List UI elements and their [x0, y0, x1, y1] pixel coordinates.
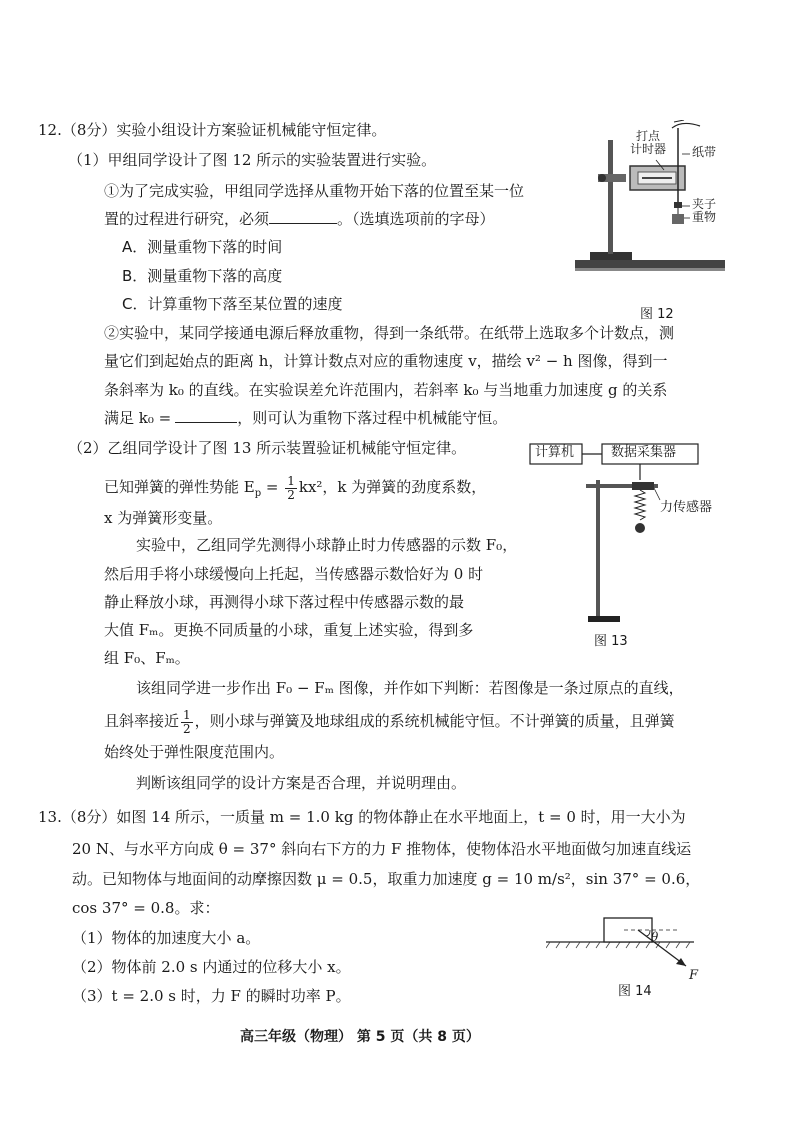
q12-question: 判断该组同学的设计方案是否合理，并说明理由。 — [136, 774, 467, 792]
fraction-half — [285, 475, 297, 502]
q13-line-2: 20 N、与水平方向成 θ = 37° 斜向右下方的力 F 推物体，使物体沿水平地面做匀加速直线运 — [72, 840, 692, 858]
q12-p2-line4 — [104, 408, 507, 428]
fig13-collector-label: 数据采集器 — [611, 445, 677, 460]
ep-eq: = — [261, 478, 284, 496]
force-sensor — [632, 482, 654, 490]
judge-line-2b: ，则小球与弹簧及地球组成的系统机械能守恒。不计弹簧的质量，且弹簧 — [194, 712, 675, 730]
force-line — [638, 930, 686, 966]
ep-formula-line — [104, 474, 486, 507]
stand-13-rod — [596, 480, 600, 618]
fig14-caption: 图 14 — [618, 984, 652, 999]
figure-14-diagram — [546, 912, 736, 976]
ep-text-b: kx²，k 为弹簧的劲度系数， — [298, 478, 487, 496]
fig14-force: F — [689, 968, 699, 983]
q13-sub-1: （1）物体的加速度大小 a。 — [72, 929, 261, 947]
clip — [674, 202, 682, 208]
q12-p2-line4b: ，则可认为重物下落过程中机械能守恒。 — [237, 409, 508, 427]
fig13-caption: 图 13 — [594, 634, 628, 649]
answer-blank-2[interactable] — [175, 408, 237, 423]
option-c: C．计算重物下落至某位置的速度 — [122, 295, 343, 313]
exp-line-2: 然后用手将小球缓慢向上托起，当传感器示数恰好为 0 时 — [104, 565, 484, 583]
exp-line-3: 静止释放小球，再测得小球下落过程中传感器示数的最 — [104, 593, 465, 611]
q12-header: 12.（8分）实验小组设计方案验证机械能守恒定律。 — [38, 121, 387, 139]
q12-part1-intro: （1）甲组同学设计了图 12 所示的实验装置进行实验。 — [68, 151, 437, 169]
page-footer: 高三年级（物理） 第 5 页（共 8 页） — [240, 1029, 480, 1045]
q12-p2-line3: 条斜率为 k₀ 的直线。在实验误差允许范围内，若斜率 k₀ 与当地重力加速度 g 的关系 — [104, 381, 668, 399]
fig13-computer-label: 计算机 — [535, 445, 575, 460]
fig13-sensor-label: 力传感器 — [660, 500, 713, 515]
fig12-caption: 图 12 — [640, 307, 674, 322]
fig12-label-weight: 重物 — [692, 210, 717, 224]
weight — [672, 214, 684, 224]
q12-p1-line2b: 。（选填选项前的字母） — [337, 210, 495, 228]
answer-blank-1[interactable] — [269, 209, 337, 224]
q12-p2-line2: 量它们到起始点的距离 h，计算计数点对应的重物速度 v，描绘 v² − h 图像，得到一 — [104, 352, 668, 370]
fig12-label-timer: 打点 — [636, 129, 661, 143]
q12-p2-line1: ②实验中，某同学接通电源后释放重物，得到一条纸带。在纸带上选取多个计数点，测 — [104, 324, 675, 342]
fraction-half-2-num: 1 — [183, 707, 191, 722]
fig12-label-clip: 夹子 — [692, 197, 717, 211]
option-b: B．测量重物下落的高度 — [122, 267, 283, 285]
q12-p1-line2 — [104, 209, 495, 229]
exp-line-1: 实验中，乙组同学先测得小球静止时力传感器的示数 F₀， — [136, 536, 518, 554]
spring — [635, 490, 645, 520]
ball — [635, 523, 645, 533]
q13-sub-2: （2）物体前 2.0 s 内通过的位移大小 x。 — [72, 958, 351, 976]
fig12-label-timer2: 计时器 — [630, 142, 667, 156]
q12-p1-line1: ①为了完成实验，甲组同学选择从重物开始下落的位置至某一位 — [104, 182, 525, 200]
ep-subscript: p — [254, 488, 262, 499]
judge-line-1: 该组同学进一步作出 F₀ − Fₘ 图像，并作如下判断：若图像是一条过原点的直线， — [136, 679, 684, 697]
q12-p1-line2a: 置的过程进行研究，必须 — [104, 210, 270, 228]
q13-line-3: 动。已知物体与地面间的动摩擦因数 μ = 0.5，取重力加速度 g = 10 m/s²，sin 37° = 0.6， — [72, 870, 701, 888]
fraction-half-num: 1 — [287, 473, 295, 488]
q13-line-1: 13.（8分）如图 14 所示，一质量 m = 1.0 kg 的物体静止在水平地面上，t = 0 时，用一大小为 — [38, 808, 686, 826]
fig14-theta: θ — [651, 930, 659, 944]
judge-line-2 — [104, 708, 675, 736]
exp-line-4: 大值 Fₘ。更换不同质量的小球，重复上述实验，得到多 — [104, 621, 474, 639]
q12-p2-line4a: 满足 k₀ = — [104, 409, 172, 427]
stand-rod — [608, 140, 613, 254]
option-a: A．测量重物下落的时间 — [122, 238, 283, 256]
ep-text-a: 已知弹簧的弹性势能 E — [104, 478, 255, 496]
fraction-half-2 — [181, 709, 193, 736]
q13-line-4: cos 37° = 0.8。求： — [72, 899, 220, 917]
fraction-half-den: 2 — [287, 487, 295, 502]
ep-text-c: x 为弹簧形变量。 — [104, 509, 223, 527]
judge-line-3: 始终处于弹性限度范围内。 — [104, 743, 285, 761]
table-top — [575, 260, 725, 268]
figure-13-apparatus — [528, 442, 728, 630]
fraction-half-2-den: 2 — [183, 721, 191, 736]
fig12-label-tape: 纸带 — [692, 145, 717, 159]
judge-line-2a: 且斜率接近 — [104, 712, 180, 730]
q13-sub-3: （3）t = 2.0 s 时，力 F 的瞬时功率 P。 — [72, 987, 351, 1005]
q12-part2-intro: （2）乙组同学设计了图 13 所示装置验证机械能守恒定律。 — [68, 439, 467, 457]
exp-line-5: 组 F₀、Fₘ。 — [104, 649, 190, 667]
stand-13-base — [588, 616, 620, 622]
